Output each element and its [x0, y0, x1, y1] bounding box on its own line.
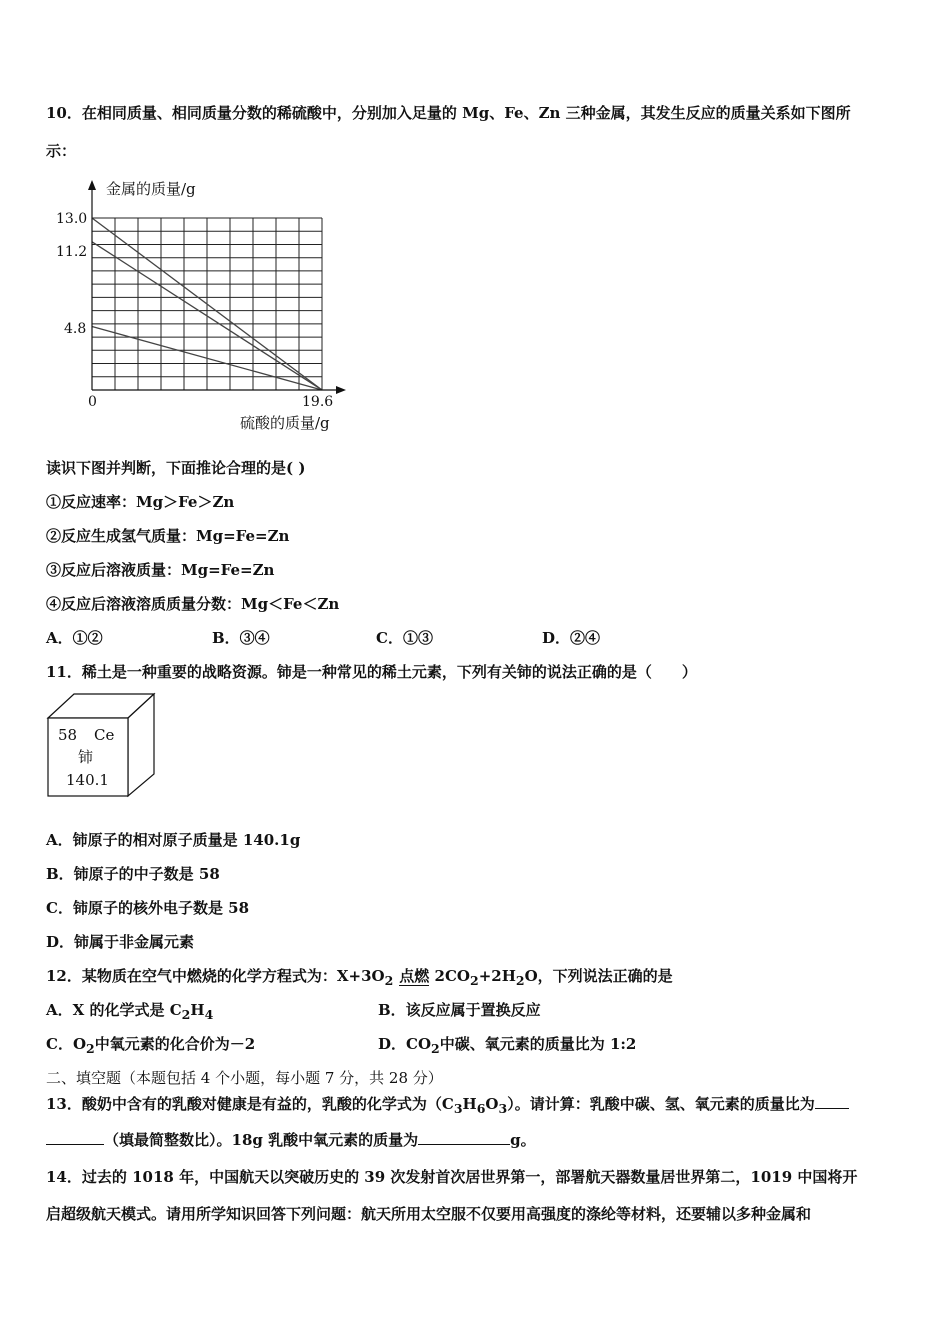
element-name: 铈	[78, 748, 94, 766]
q11-option-a: A．铈原子的相对原子质量是 140.1g	[46, 831, 301, 849]
x-tick-label: 19.6	[302, 394, 334, 410]
y-tick-4-8: 4.8	[64, 321, 87, 337]
q10-stem-line1: 10．在相同质量、相同质量分数的稀硫酸中，分别加入足量的 Mg、Fe、Zn 三种金属，其发生反应的质量关系如下图所	[46, 104, 851, 122]
q12-option-c: C．$O_2$中氧元素的化合价为－2	[46, 1035, 256, 1056]
q12-option-b: B．该反应属于置换反应	[378, 1001, 541, 1019]
q12-option-d: D．$CO_2$中碳、氧元素的质量比为 1:2	[378, 1035, 637, 1056]
q14-line1: 14．过去的 1018 年，中国航天以突破历史的 39 次发射首次居世界第一，部署航天器数量居世界第二，1019 中国将开	[46, 1168, 858, 1186]
q10-prompt: 读识下图并判断，下面推论合理的是( )	[46, 459, 306, 477]
q13-line1: 13．酸奶中含有的乳酸对健康是有益的，乳酸的化学式为$(C_3H_6O_3)$。请计算：乳酸中碳、氢、氧元素的质量比为	[46, 1093, 849, 1116]
q10-stem-line2: 示：	[46, 142, 77, 160]
element-symbol: Ce	[94, 726, 115, 744]
q11-option-c: C．铈原子的核外电子数是 58	[46, 899, 250, 917]
q11-stem: 11．稀土是一种重要的战略资源。铈是一种常见的稀土元素，下列有关铈的说法正确的是（ ）	[46, 663, 697, 681]
q10-option-a: A．①②	[46, 629, 103, 647]
q13-line2: （填最简整数比）。18g 乳酸中氧元素的质量为 g。	[46, 1129, 536, 1150]
q10-chart	[50, 172, 360, 437]
reaction-condition: 点燃	[399, 967, 430, 985]
answer-blank-2[interactable]	[418, 1130, 510, 1145]
section-2-title: 二、填空题（本题包括 4 个小题，每小题 7 分，共 28 分）	[46, 1069, 443, 1087]
answer-blank-1a[interactable]	[815, 1094, 849, 1109]
element-cell	[44, 690, 159, 800]
element-mass: 140.1	[66, 771, 109, 789]
element-number: 58	[58, 726, 78, 744]
y-axis-arrow	[88, 180, 96, 190]
q10-statement-2: ②反应生成氢气质量：Mg=Fe=Zn	[46, 527, 290, 545]
origin-label: 0	[88, 394, 97, 410]
q12-stem: 12．某物质在空气中燃烧的化学方程式为：$X+3O_2$ 点燃 $2CO_2+2H_2O$，下列说法正确的是	[46, 967, 673, 988]
x-axis-arrow	[336, 386, 346, 394]
y-tick-13: 13.0	[56, 211, 88, 227]
y-axis-label: 金属的质量/g	[106, 180, 196, 198]
q11-option-b: B．铈原子的中子数是 58	[46, 865, 220, 883]
q10-statement-1: ①反应速率：Mg＞Fe＞Zn	[46, 493, 235, 511]
q10-option-d: D．②④	[542, 629, 601, 647]
q10-option-b: B．③④	[212, 629, 270, 647]
q10-option-c: C．①③	[376, 629, 433, 647]
q11-option-d: D．铈属于非金属元素	[46, 933, 195, 951]
q10-statement-3: ③反应后溶液质量：Mg=Fe=Zn	[46, 561, 275, 579]
answer-blank-1b[interactable]	[46, 1130, 104, 1145]
y-tick-11-2: 11.2	[56, 244, 88, 260]
q10-statement-4: ④反应后溶液溶质质量分数：Mg＜Fe＜Zn	[46, 595, 340, 613]
q14-line2: 启超级航天模式。请用所学知识回答下列问题：航天所用太空服不仅要用高强度的涤纶等材料，还要辅以多种金属和	[46, 1205, 812, 1223]
q12-option-a: A．X 的化学式是 $C_2H_4$	[46, 1001, 214, 1022]
x-axis-label: 硫酸的质量/g	[240, 414, 330, 432]
